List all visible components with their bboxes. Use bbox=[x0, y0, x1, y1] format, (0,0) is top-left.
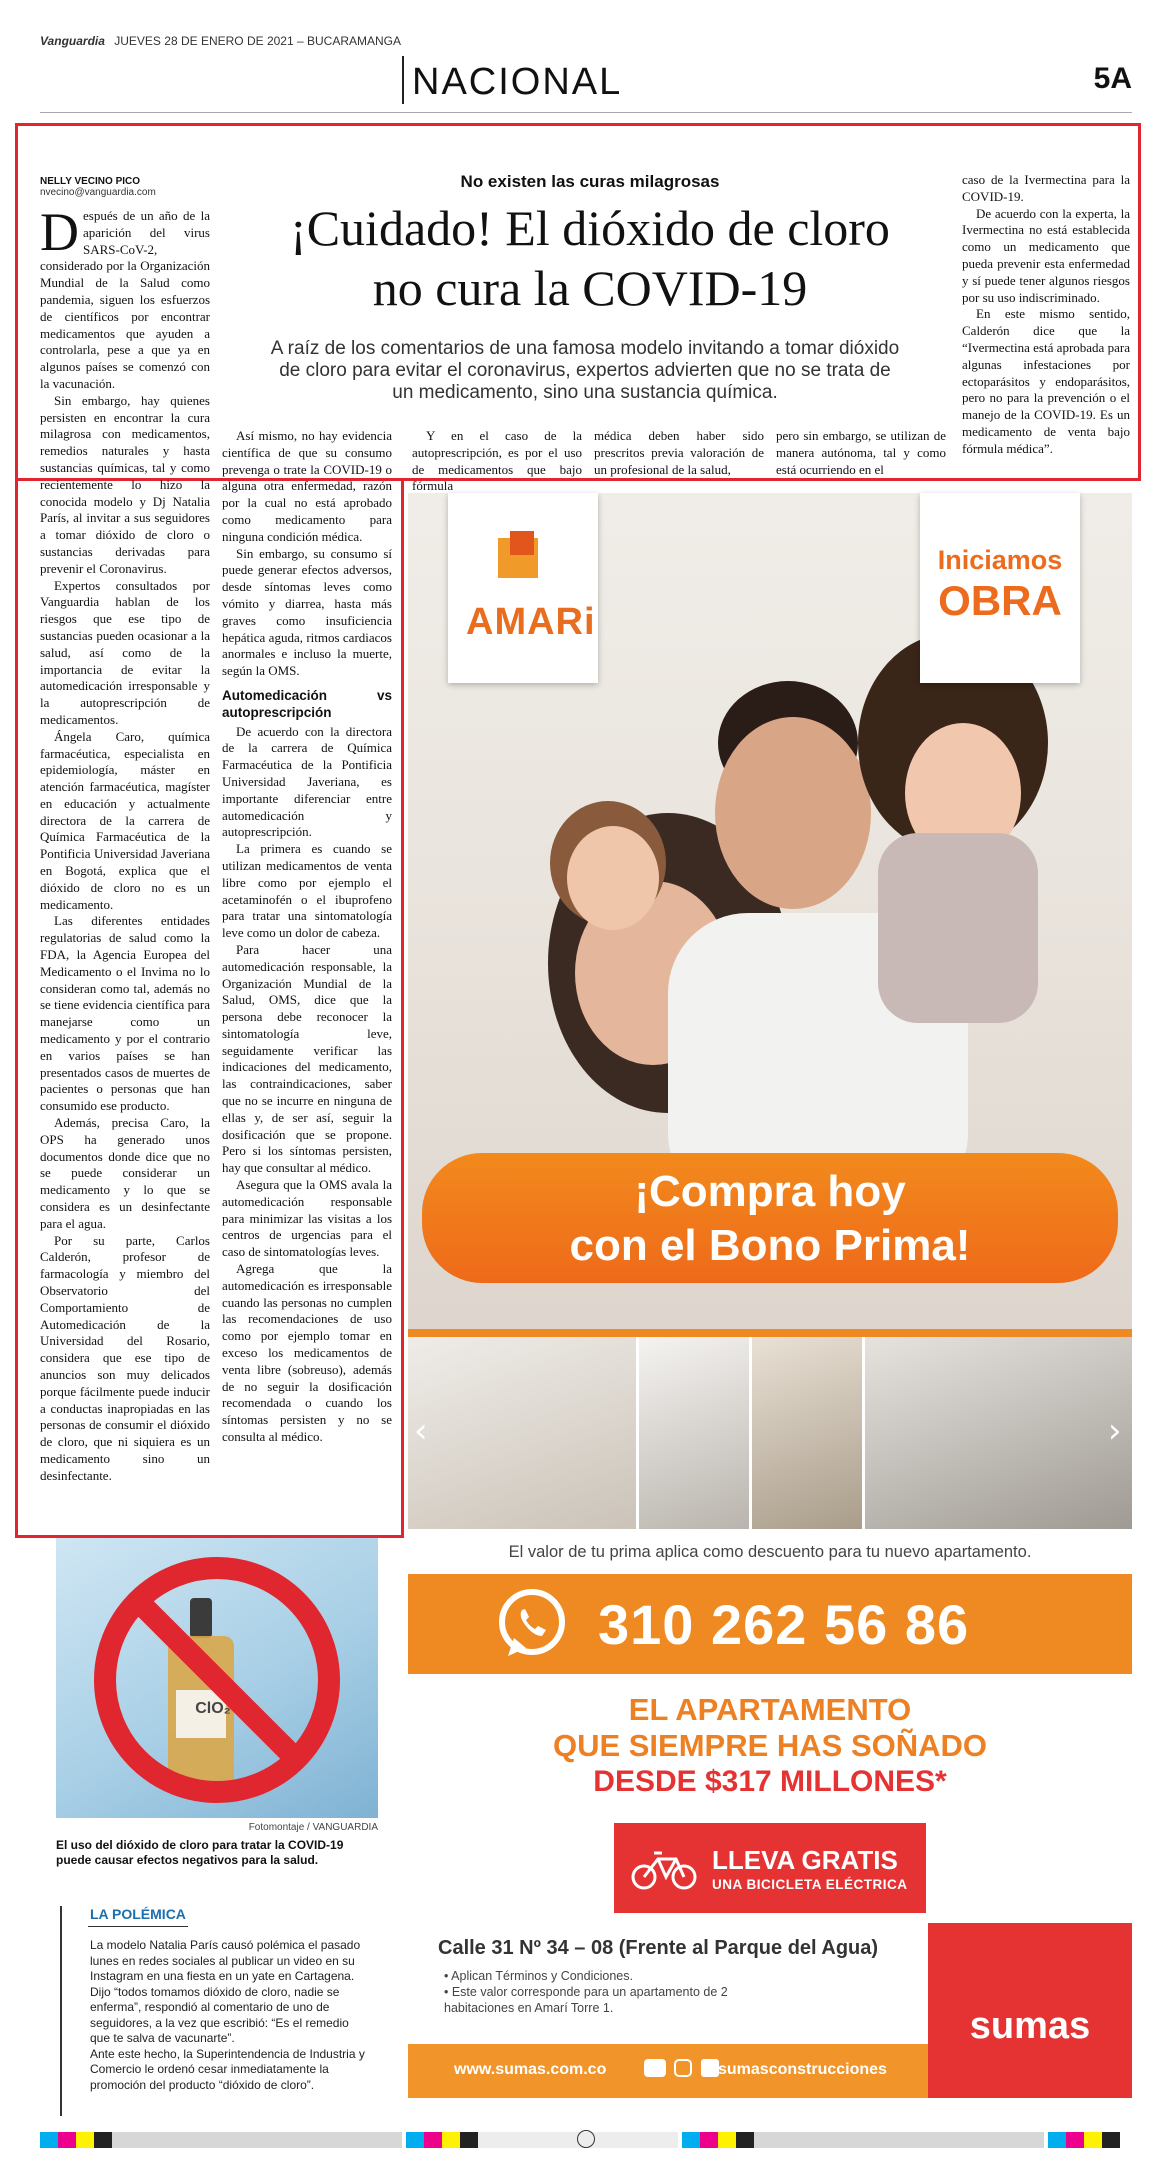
ad-web-bar[interactable] bbox=[408, 2044, 928, 2098]
article-column-4: médica deben haber sido prescritos previa valoración de un profesional de la salud, bbox=[594, 428, 764, 477]
article-column-2: Así mismo, no hay evidencia científica de que su consumo prevenga o trate la COVID-19 o alguna otra enfermedad, razón por la cual no está aprobado como medicamento para ninguna condición médica. Sin embargo, su consumo sí puede generar efectos adversos, desde síntomas leves como vómito y diarrea, hasta más graves como insuficiencia hepática aguda, ritmos cardiacos anormales e incluso la muerte, según la OMS. Automedicación vs autoprescripción De acuerdo con la directora de la carrera de Química Farmacéutica de la Pontificia Universidad Javeriana, es importante diferenciar entre automedicación y autoprescripción. La primera es cuando se utilizan medicamentos de venta libre como por ejemplo el acetaminofén o el ibuprofeno para tratar una sintomatología leve como un dolor de cabeza. Para hacer una automedicación responsable, la Organización Mundial de la Salud, OMS, dice que la persona debe reconocer la sintomatología leve, seguidamente verificar las indicaciones del medicamento, las contraindicaciones, saber que no se incurre en ninguna de ellas y, de ser así, seguir la dosificación que se propone. Pero si los síntomas persisten, hay que consultar al médico. Asegura que la OMS avala la automedicación responsable para minimizar las visitas a los centros de urgencias para el caso de sintomatologías leves. Agrega que la automedicación es irresponsable cuando las personas no cumplen las recomendaciones de uso como por ejemplo tomar en exceso los medicamentos de venta libre (sobreuso), además de no seguir la dosificación recomendada o cuando los síntomas persisten y no se consulta al médico. bbox=[222, 428, 392, 1445]
amari-logo-card bbox=[448, 493, 598, 683]
masthead-brand: Vanguardia bbox=[40, 34, 105, 48]
sumas-logo: sumas bbox=[928, 1923, 1132, 2098]
whatsapp-icon bbox=[494, 1586, 570, 1662]
facebook-icon[interactable] bbox=[701, 2059, 719, 2077]
social-icons bbox=[644, 2059, 719, 2082]
gallery-thumb-closet bbox=[752, 1337, 865, 1529]
ad-phone-number: 310 262 56 86 bbox=[598, 1593, 970, 1656]
ad-website[interactable]: www.sumas.com.co bbox=[454, 2061, 607, 2078]
sidebar-text: La modelo Natalia París causó polémica el pasado lunes en redes sociales al publicar un video en su Instagram en una fiesta en un yate en Cartagena. Dijo “todos tomamos dióxido de cloro, nadie se enferma”, respondió al comentario de uno de seguidores, a la vez que escribió: “Es el remedio que te salva de vacunarte”. Ante este hecho, la Superintendencia de Industria y Comercio le ordenó cesar inmediatamente la promoción del producto “dióxido de cloro”. bbox=[90, 1938, 365, 2092]
prohibited-bottle-illustration bbox=[72, 1550, 362, 1806]
article-column-5: pero sin embargo, se utilizan de manera autónoma, tal y como está ocurriendo en el bbox=[776, 428, 946, 477]
amari-logo-text: AMARi bbox=[466, 601, 596, 643]
article-headline: ¡Cuidado! El dióxido de cloro no cura la COVID-19 bbox=[290, 200, 890, 316]
article-column-6: caso de la Ivermectina para la COVID-19. De acuerdo con la experta, la Ivermectina no está establecida como un medicamento que pueda prevenir esta enfermedad y sí puede tener algunos riesgos por su uso indiscriminado. En este mismo sentido, Calderón dice que la “Ivermectina está aprobada para algunas infestaciones por ectoparásitos y endoparásitos, pero no para la prevención o el manejo de la COVID-19. Es un medicamento de venta bajo fórmula médica”. bbox=[962, 172, 1130, 456]
ad-bicycle-offer: LLEVA GRATIS UNA BICICLETA ELÉCTRICA bbox=[614, 1823, 926, 1913]
page-number: 5A bbox=[1093, 62, 1132, 95]
article-author: NELLY VECINO PICO nvecino@vanguardia.com bbox=[40, 176, 156, 198]
instagram-icon[interactable] bbox=[674, 2059, 692, 2077]
ad-address: Calle 31 Nº 34 – 08 (Frente al Parque del Agua) bbox=[438, 1937, 879, 1959]
drop-cap: D bbox=[40, 202, 79, 262]
gallery-thumb-laundry bbox=[639, 1337, 752, 1529]
ad-social-handle[interactable]: sumasconstrucciones bbox=[718, 2061, 887, 2078]
article-kicker: No existen las curas milagrosas bbox=[460, 172, 720, 191]
masthead-rule bbox=[40, 112, 1132, 113]
youtube-icon[interactable] bbox=[644, 2059, 666, 2077]
article-column-1: Después de un año de la aparición del virus SARS-CoV-2, considerado por la Organización Mundial de la Salud como pandemia, siguen los esfuerzos de científicos por encontrar medicamentos que ayuden a controlarla, pese a que ya en algunos países se comenzó con la vacunación. Sin embargo, hay quienes persisten en encontrar la cura milagrosa con medicamentos, remedios naturales y hasta sustancias químicas, tal y como recientemente lo hizo la conocida modelo y Dj Natalia París, al invitar a sus seguidores a tomar dióxido de cloro o sustancias derivadas para prevenir el Coronavirus. Expertos consultados por Vanguardia hablan de los riesgos que ese tipo de sustancias pueden ocasionar a la salud, así como de la importancia de evitar la automedicación irresponsable y la autoprescripción de medicamentos. Ángela Caro, química farmacéutica, especialista en epidemiología, máster en atención farmacéutica, magíster en educación y actualmente directora de la carrera de Química Farmacéutica de la Pontificia Universidad Javeriana en Bogotá, explica que el dióxido de cloro no es un medicamento. Las diferentes entidades regulatorias de salud como la FDA, la Agencia Europea del Medicamento o el Invima no lo consideran como tal, además no se tiene evidencia científica para manejarse como un medicamento y por el contrario en varios países se han presentados casos de muertes de pacientes o personas que han consumido ese producto. Además, precisa Caro, la OPS ha generado unos documentos donde dice que no se puede considerar un medicamento y lo que se considera es un desinfectante para el agua. Por su parte, Carlos Calderón, profesor de farmacología y miembro del Observatorio del Comportamiento de Automedicación de la Universidad del Rosario, considera que ese tipo de anuncios son muy delicados porque fácilmente puede inducir a conductas inapropiadas en las personas de consumir el dióxido de cloro, que ni siquiera es un medicamento sino un desinfectante. bbox=[40, 202, 210, 1483]
ad-phone-bar[interactable] bbox=[408, 1574, 1132, 1674]
gallery-prev-arrow-icon[interactable]: ‹ bbox=[414, 1411, 428, 1451]
ad-apartment-headline: EL APARTAMENTO QUE SIEMPRE HAS SOÑADO DESDE $317 MILLONES* bbox=[552, 1692, 988, 1798]
obra-badge: Iniciamos OBRA bbox=[920, 493, 1080, 683]
bono-prima-banner: ¡Compra hoy con el Bono Prima! bbox=[422, 1153, 1118, 1283]
sidebar-bracket bbox=[60, 1906, 62, 2116]
gallery-thumb-bedroom bbox=[408, 1337, 639, 1529]
registration-mark-icon bbox=[577, 2130, 595, 2148]
ad-discount-text: El valor de tu prima aplica como descuento para tu nuevo apartamento. bbox=[508, 1543, 1032, 1561]
chlorine-dioxide-photo bbox=[56, 1538, 378, 1818]
sidebar-title: LA POLÉMICA bbox=[90, 1906, 186, 1922]
section-title: NACIONAL bbox=[402, 56, 622, 104]
gallery-strip bbox=[408, 1329, 1132, 1529]
bicycle-icon bbox=[630, 1845, 698, 1891]
gallery-thumb-kitchen bbox=[865, 1337, 1132, 1529]
masthead-dateline: Vanguardia JUEVES 28 DE ENERO DE 2021 – BUCARAMANGA bbox=[40, 34, 402, 48]
article-subhead: Automedicación vs autoprescripción bbox=[222, 687, 392, 720]
article-deck: A raíz de los comentarios de una famosa modelo invitando a tomar dióxido de cloro para evitar el coronavirus, expertos advierten que no se trata de un medicamento, sino una sustancia química. bbox=[270, 338, 900, 403]
article-column-3: Y en el caso de la autoprescripción, es por el uso de medicamentos que bajo fórmula bbox=[412, 428, 582, 494]
ad-terms: • Aplican Términos y Condiciones. • Este valor corresponde para un apartamento de 2 habitaciones en Amarí Torre 1. bbox=[444, 1969, 728, 2015]
gallery-next-arrow-icon[interactable]: › bbox=[1108, 1411, 1122, 1451]
ad-photo bbox=[408, 493, 1132, 1529]
bottle-label: ClO₂ bbox=[195, 1700, 231, 1717]
photo-credit: Fotomontaje / VANGUARDIA bbox=[248, 1822, 378, 1833]
photo-caption: El uso del dióxido de cloro para tratar la COVID-19 puede causar efectos negativos para la salud. bbox=[56, 1838, 344, 1867]
